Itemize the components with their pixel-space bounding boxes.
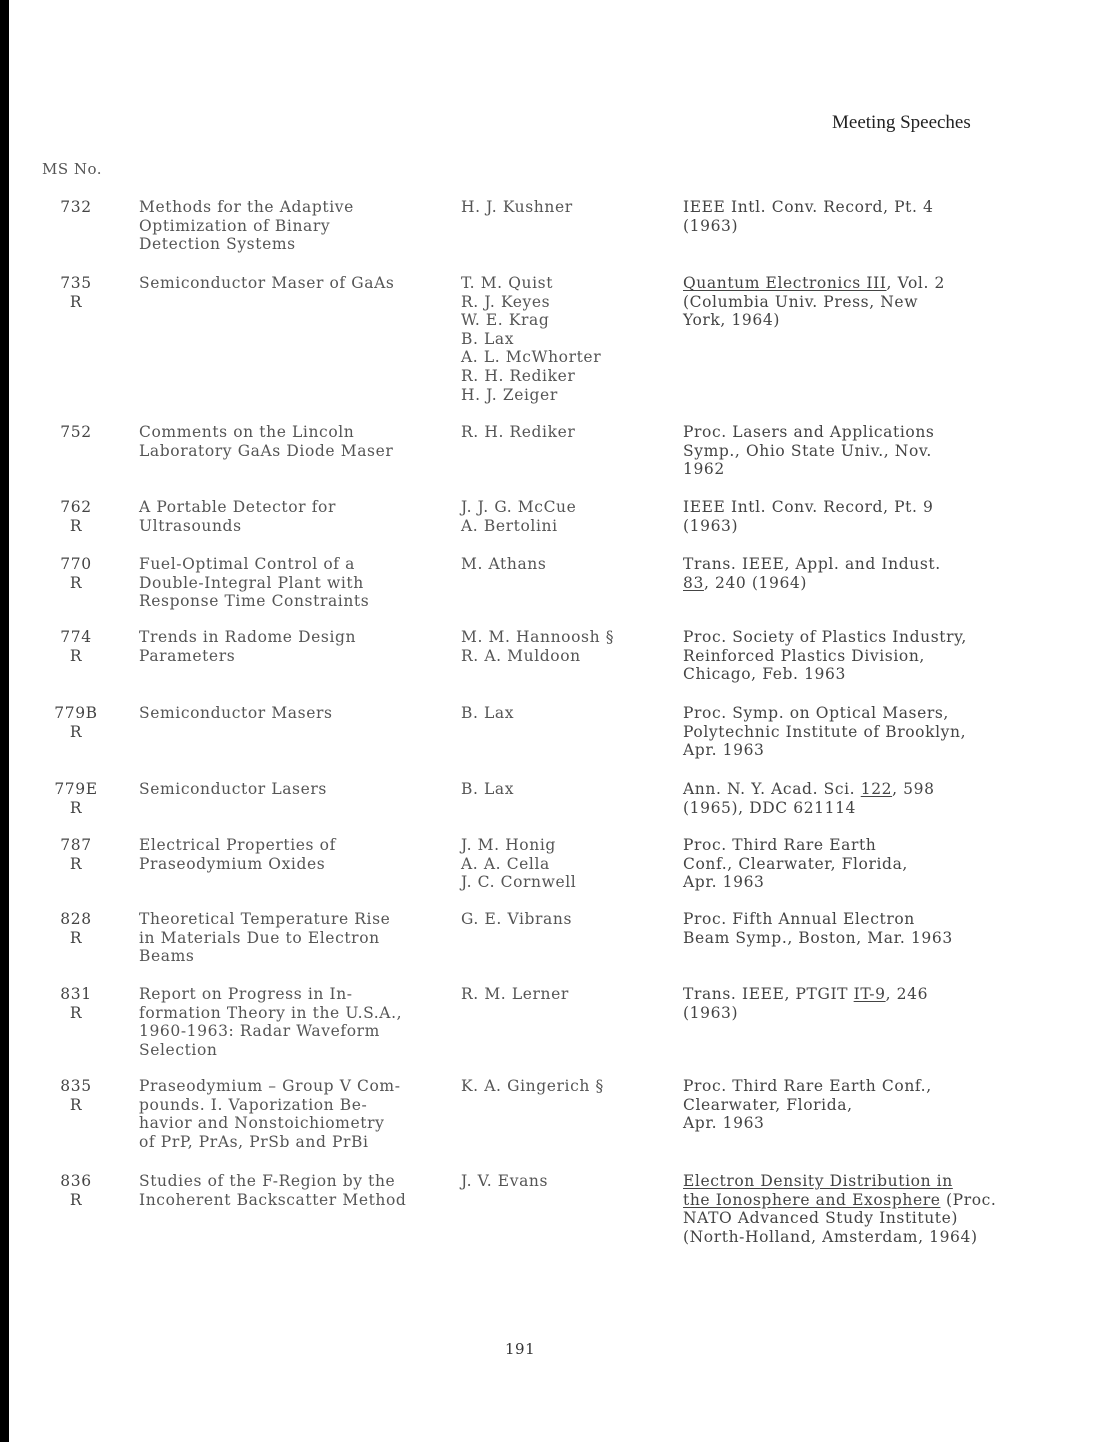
speech-title-line: Electrical Properties of: [139, 836, 336, 854]
reference-segment: Proc. Fifth Annual Electron: [683, 910, 915, 928]
reference-segment: Polytechnic Institute of Brooklyn,: [683, 722, 967, 741]
ms-number-line: 752: [60, 423, 92, 441]
reference-line: [683, 574, 941, 593]
reference-line: [683, 460, 934, 479]
author-name: B. Lax: [461, 704, 515, 722]
speech-authors: [461, 423, 575, 442]
publication-reference: [683, 1077, 932, 1133]
reference-segment: Proc. Society of Plastics Industry,: [683, 628, 967, 646]
speech-title: [139, 423, 393, 460]
speech-authors: [461, 498, 576, 535]
reference-segment: (Columbia Univ. Press, New: [683, 292, 919, 311]
reference-line: [683, 198, 934, 217]
reference-segment: (1963): [683, 1003, 739, 1022]
reference-segment: (North-Holland, Amsterdam, 1964): [683, 1227, 978, 1246]
reference-segment: Proc. Third Rare Earth: [683, 836, 877, 854]
speech-authors: [461, 836, 576, 892]
author-name: J. C. Cornwell: [461, 873, 577, 892]
reference-line: [683, 628, 967, 647]
speech-title-line: Beams: [139, 947, 195, 966]
ms-number: [46, 274, 106, 311]
reference-line: [683, 985, 928, 1004]
reference-segment: , 246: [885, 985, 929, 1003]
ms-number-line: R: [69, 1003, 83, 1022]
ms-number-line: 831: [60, 985, 92, 1003]
speech-title: [139, 704, 333, 723]
speech-authors: [461, 985, 569, 1004]
ms-number: [46, 910, 106, 947]
author-name: R. H. Rediker: [461, 423, 576, 441]
ms-number-line: 787: [60, 836, 92, 854]
author-name: R. H. Rediker: [461, 366, 576, 385]
speech-title-line: in Materials Due to Electron: [139, 928, 380, 947]
speech-title: [139, 555, 369, 611]
reference-line: [683, 1191, 996, 1210]
ms-number-column-label: MS No.: [42, 160, 103, 178]
reference-underlined-segment: 83: [683, 573, 704, 592]
ms-number: [46, 198, 106, 217]
reference-line: [683, 665, 967, 684]
reference-segment: Apr. 1963: [683, 873, 765, 892]
ms-number-line: R: [69, 646, 83, 665]
speech-title-line: Studies of the F-Region by the: [139, 1172, 396, 1190]
speech-title-line: Theoretical Temperature Rise: [139, 910, 391, 928]
reference-segment: Conf., Clearwater, Florida,: [683, 854, 908, 873]
speech-title-line: Trends in Radome Design: [139, 628, 357, 646]
reference-segment: NATO Advanced Study Institute): [683, 1209, 959, 1228]
reference-line: [683, 423, 934, 442]
ms-number-line: R: [69, 573, 83, 592]
speech-title: [139, 836, 336, 873]
speech-title: [139, 498, 336, 535]
ms-number: [46, 985, 106, 1022]
reference-segment: Proc. Symp. on Optical Masers,: [683, 704, 949, 722]
speech-title-line: Selection: [139, 1040, 218, 1059]
reference-line: [683, 517, 934, 536]
reference-line: [683, 741, 966, 760]
speech-title-line: Report on Progress in In-: [139, 985, 353, 1003]
reference-segment: , 240 (1964): [703, 573, 808, 592]
publication-reference: [683, 198, 934, 235]
reference-segment: Chicago, Feb. 1963: [683, 665, 846, 684]
speech-authors: [461, 704, 514, 723]
speech-title: [139, 910, 390, 966]
author-name: A. A. Cella: [461, 854, 550, 873]
speech-title-line: Methods for the Adaptive: [139, 198, 354, 216]
reference-segment: IEEE Intl. Conv. Record, Pt. 4: [683, 198, 934, 216]
reference-line: [683, 910, 953, 929]
author-name: M. M. Hannoosh §: [461, 628, 615, 646]
reference-line: [683, 799, 935, 818]
reference-underlined-segment: 122: [860, 780, 893, 798]
speech-title-line: Fuel-Optimal Control of a: [139, 555, 356, 573]
reference-line: [683, 217, 934, 236]
reference-line: [683, 311, 945, 330]
speech-title-line: 1960-1963: Radar Waveform: [139, 1022, 380, 1041]
reference-segment: Clearwater, Florida,: [683, 1095, 853, 1114]
reference-line: [683, 855, 908, 874]
reference-line: [683, 1172, 996, 1191]
author-name: R. J. Keyes: [461, 292, 551, 311]
speech-title-line: A Portable Detector for: [139, 498, 336, 516]
ms-number: [46, 836, 106, 873]
reference-segment: York, 1964): [683, 311, 780, 330]
reference-line: [683, 293, 945, 312]
reference-line: [683, 1096, 932, 1115]
page-edge-bar: [0, 0, 9, 1442]
speech-authors: [461, 198, 573, 217]
ms-number: [46, 704, 106, 741]
author-name: J. M. Honig: [461, 836, 556, 854]
author-name: R. M. Lerner: [461, 985, 569, 1003]
author-name: J. V. Evans: [461, 1172, 549, 1190]
publication-reference: [683, 1172, 996, 1246]
reference-line: [683, 1077, 932, 1096]
speech-title-line: havior and Nonstoichiometry: [139, 1114, 385, 1133]
reference-segment: Symp., Ohio State Univ., Nov.: [683, 441, 932, 460]
publication-reference: [683, 780, 935, 817]
reference-underlined-segment: the Ionosphere and Exosphere: [683, 1190, 941, 1209]
speech-title-line: Praseodymium – Group V Com-: [139, 1077, 401, 1095]
reference-line: [683, 873, 908, 892]
reference-underlined-segment: IT-9: [853, 985, 886, 1003]
ms-number-line: R: [69, 798, 83, 817]
ms-number-line: 735: [60, 274, 92, 292]
speech-title-line: Incoherent Backscatter Method: [139, 1190, 407, 1209]
reference-line: [683, 442, 934, 461]
speech-authors: [461, 1172, 548, 1191]
speech-title-line: Semiconductor Lasers: [139, 780, 327, 798]
author-name: K. A. Gingerich §: [461, 1077, 604, 1095]
reference-underlined-segment: Quantum Electronics III: [683, 274, 887, 292]
speech-title: [139, 985, 402, 1059]
speech-authors: [461, 555, 546, 574]
reference-segment: IEEE Intl. Conv. Record, Pt. 9: [683, 498, 934, 516]
reference-line: [683, 704, 966, 723]
speech-authors: [461, 628, 614, 665]
reference-underlined-segment: Electron Density Distribution in: [683, 1172, 953, 1190]
reference-segment: Apr. 1963: [683, 741, 765, 760]
publication-reference: [683, 704, 966, 760]
author-name: B. Lax: [461, 329, 515, 348]
author-name: G. E. Vibrans: [461, 910, 573, 928]
author-name: H. J. Zeiger: [461, 385, 558, 404]
ms-number-line: 779B: [54, 704, 98, 722]
speech-authors: [461, 1077, 604, 1096]
author-name: T. M. Quist: [461, 274, 554, 292]
author-name: M. Athans: [461, 555, 547, 573]
publication-reference: [683, 423, 934, 479]
reference-line: [683, 780, 935, 799]
ms-number: [46, 1172, 106, 1209]
reference-segment: (Proc.: [940, 1190, 997, 1209]
reference-line: [683, 1114, 932, 1133]
reference-segment: (1965), DDC 621114: [683, 798, 857, 817]
ms-number-line: 762: [60, 498, 92, 516]
ms-number: [46, 1077, 106, 1114]
speech-title-line: formation Theory in the U.S.A.,: [139, 1003, 403, 1022]
ms-number-line: 835: [60, 1077, 92, 1095]
reference-segment: Reinforced Plastics Division,: [683, 646, 925, 665]
speech-title-line: Ultrasounds: [139, 516, 242, 535]
reference-segment: Trans. IEEE, Appl. and Indust.: [683, 555, 941, 573]
speech-title-line: Praseodymium Oxides: [139, 854, 326, 873]
ms-number-line: R: [69, 928, 83, 947]
publication-reference: [683, 274, 945, 330]
speech-title-line: pounds. I. Vaporization Be-: [139, 1095, 368, 1114]
reference-segment: Trans. IEEE, PTGIT: [683, 985, 854, 1003]
speech-title: [139, 1172, 406, 1209]
reference-segment: Ann. N. Y. Acad. Sci.: [683, 780, 861, 798]
speech-authors: [461, 910, 572, 929]
speech-title-line: Detection Systems: [139, 235, 296, 254]
speech-title: [139, 628, 356, 665]
reference-line: [683, 498, 934, 517]
author-name: A. Bertolini: [461, 516, 558, 535]
publication-reference: [683, 836, 908, 892]
reference-segment: (1963): [683, 516, 739, 535]
speech-title-line: Optimization of Binary: [139, 216, 331, 235]
author-name: B. Lax: [461, 780, 515, 798]
reference-line: [683, 723, 966, 742]
publication-reference: [683, 555, 941, 592]
reference-line: [683, 1228, 996, 1247]
reference-line: [683, 836, 908, 855]
page-number: 191: [505, 1340, 536, 1358]
speech-authors: [461, 274, 601, 404]
publication-reference: [683, 985, 928, 1022]
author-name: H. J. Kushner: [461, 198, 573, 216]
publication-reference: [683, 628, 967, 684]
ms-number-line: 828: [60, 910, 92, 928]
ms-number-line: 779E: [54, 780, 98, 798]
page-header-title: Meeting Speeches: [832, 112, 971, 133]
reference-segment: Apr. 1963: [683, 1114, 765, 1133]
reference-line: [683, 647, 967, 666]
ms-number-line: 732: [60, 198, 92, 216]
reference-segment: , Vol. 2: [886, 274, 945, 292]
author-name: W. E. Krag: [461, 311, 550, 330]
ms-number-line: 836: [60, 1172, 92, 1190]
publication-reference: [683, 910, 953, 947]
publication-reference: [683, 498, 934, 535]
author-name: A. L. McWhorter: [461, 348, 602, 367]
speech-title: [139, 274, 394, 293]
ms-number-line: 774: [60, 628, 92, 646]
reference-line: [683, 274, 945, 293]
speech-title-line: Comments on the Lincoln: [139, 423, 355, 441]
ms-number-line: R: [69, 1095, 83, 1114]
speech-title-line: Laboratory GaAs Diode Maser: [139, 441, 394, 460]
ms-number-line: 770: [60, 555, 92, 573]
author-name: J. J. G. McCue: [461, 498, 577, 516]
speech-title-line: of PrP, PrAs, PrSb and PrBi: [139, 1132, 369, 1151]
reference-segment: (1963): [683, 216, 739, 235]
speech-title-line: Semiconductor Maser of GaAs: [139, 274, 395, 292]
reference-segment: Beam Symp., Boston, Mar. 1963: [683, 928, 953, 947]
speech-authors: [461, 780, 514, 799]
speech-title-line: Parameters: [139, 646, 236, 665]
ms-number-line: R: [69, 722, 83, 741]
speech-title: [139, 780, 327, 799]
speech-title-line: Response Time Constraints: [139, 592, 370, 611]
author-name: R. A. Muldoon: [461, 646, 581, 665]
reference-line: [683, 1209, 996, 1228]
ms-number: [46, 498, 106, 535]
ms-number-line: R: [69, 1190, 83, 1209]
ms-number: [46, 780, 106, 817]
ms-number-line: R: [69, 292, 83, 311]
reference-line: [683, 1004, 928, 1023]
ms-number: [46, 628, 106, 665]
speech-title: [139, 198, 354, 254]
reference-segment: Proc. Lasers and Applications: [683, 423, 935, 441]
reference-line: [683, 555, 941, 574]
reference-segment: Proc. Third Rare Earth Conf.,: [683, 1077, 932, 1095]
reference-segment: 1962: [683, 460, 725, 479]
ms-number: [46, 555, 106, 592]
speech-title: [139, 1077, 401, 1151]
ms-number-line: R: [69, 516, 83, 535]
speech-title-line: Double-Integral Plant with: [139, 573, 364, 592]
ms-number: [46, 423, 106, 442]
ms-number-line: R: [69, 854, 83, 873]
reference-line: [683, 929, 953, 948]
speech-title-line: Semiconductor Masers: [139, 704, 333, 722]
reference-segment: , 598: [892, 780, 935, 798]
